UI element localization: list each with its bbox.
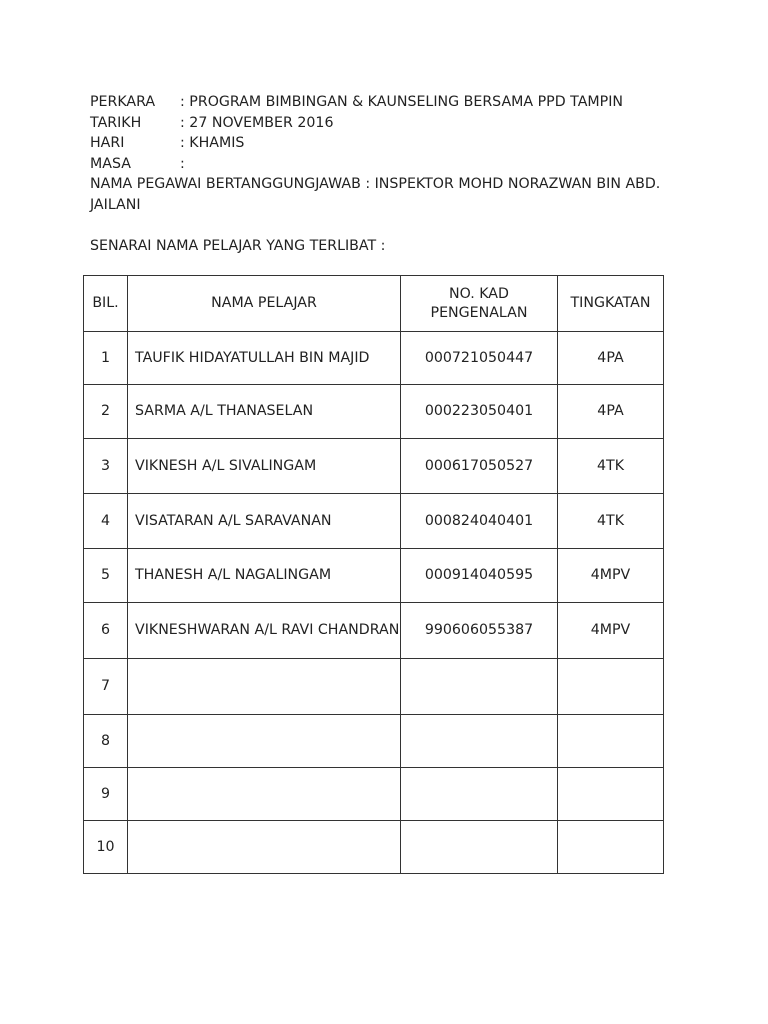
- cell-nama: TAUFIK HIDAYATULLAH BIN MAJID: [128, 332, 401, 385]
- cell-tingkatan: 4PA: [558, 332, 664, 385]
- cell-bil: 10: [84, 821, 128, 874]
- perkara-value: : PROGRAM BIMBINGAN & KAUNSELING BERSAMA PPD TAMPIN: [180, 94, 624, 110]
- cell-tingkatan: 4TK: [558, 439, 664, 494]
- cell-bil: 1: [84, 332, 128, 385]
- table-row: [84, 385, 664, 439]
- cell-ic: [401, 821, 558, 874]
- table-header-row: [84, 276, 664, 332]
- cell-ic: 000824040401: [401, 494, 558, 549]
- cell-bil: 4: [84, 494, 128, 549]
- cell-nama: VIKNESH A/L SIVALINGAM: [128, 439, 401, 494]
- column-header-tingkatan: TINGKATAN: [558, 276, 664, 332]
- cell-ic: [401, 659, 558, 715]
- column-header-ic: NO. KAD PENGENALAN: [401, 276, 558, 332]
- cell-nama: THANESH A/L NAGALINGAM: [128, 549, 401, 603]
- list-title: SENARAI NAMA PELAJAR YANG TERLIBAT :: [90, 238, 386, 255]
- table-row: [84, 821, 664, 874]
- cell-nama: [128, 715, 401, 768]
- table-row: [84, 603, 664, 659]
- cell-bil: 6: [84, 603, 128, 659]
- table-row: [84, 659, 664, 715]
- cell-nama: VISATARAN A/L SARAVANAN: [128, 494, 401, 549]
- cell-ic: 000721050447: [401, 332, 558, 385]
- cell-bil: 5: [84, 549, 128, 603]
- cell-ic: 000223050401: [401, 385, 558, 439]
- table-row: [84, 715, 664, 768]
- table-row: [84, 332, 664, 385]
- cell-tingkatan: 4MPV: [558, 549, 664, 603]
- table-row: [84, 494, 664, 549]
- cell-bil: 8: [84, 715, 128, 768]
- masa-line: [90, 154, 690, 175]
- tarikh-value: : 27 NOVEMBER 2016: [180, 114, 334, 131]
- hari-label: HARI: [90, 135, 125, 152]
- pegawai-line: NAMA PEGAWAI BERTANGGUNGJAWAB : INSPEKTOR MOHD NORAZWAN BIN ABD. JAILANI: [90, 176, 661, 213]
- perkara-label: PERKARA: [90, 94, 156, 110]
- cell-ic: 000914040595: [401, 549, 558, 603]
- table-row: [84, 439, 664, 494]
- cell-ic: 000617050527: [401, 439, 558, 494]
- masa-value: :: [180, 155, 185, 172]
- cell-nama: SARMA A/L THANASELAN: [128, 385, 401, 439]
- cell-tingkatan: 4PA: [558, 385, 664, 439]
- cell-nama: [128, 768, 401, 821]
- hari-line: [90, 133, 690, 154]
- cell-tingkatan: [558, 659, 664, 715]
- cell-bil: 3: [84, 439, 128, 494]
- cell-bil: 7: [84, 659, 128, 715]
- perkara-line: [90, 92, 690, 113]
- column-header-bil: BIL.: [84, 276, 128, 332]
- cell-tingkatan: [558, 768, 664, 821]
- cell-tingkatan: [558, 821, 664, 874]
- column-header-nama: NAMA PELAJAR: [128, 276, 401, 332]
- cell-tingkatan: [558, 715, 664, 768]
- masa-label: MASA: [90, 155, 131, 172]
- cell-nama: VIKNESHWARAN A/L RAVI CHANDRAN: [128, 603, 401, 659]
- table-row: [84, 768, 664, 821]
- cell-bil: 2: [84, 385, 128, 439]
- cell-ic: [401, 768, 558, 821]
- cell-tingkatan: 4TK: [558, 494, 664, 549]
- tarikh-label: TARIKH: [90, 114, 142, 131]
- cell-nama: [128, 821, 401, 874]
- cell-ic: [401, 715, 558, 768]
- cell-bil: 9: [84, 768, 128, 821]
- cell-ic: 990606055387: [401, 603, 558, 659]
- tarikh-line: [90, 113, 690, 134]
- document-header: [90, 92, 690, 257]
- student-table: [83, 275, 664, 874]
- cell-nama: [128, 659, 401, 715]
- table-row: [84, 549, 664, 603]
- hari-value: : KHAMIS: [180, 135, 245, 152]
- cell-tingkatan: 4MPV: [558, 603, 664, 659]
